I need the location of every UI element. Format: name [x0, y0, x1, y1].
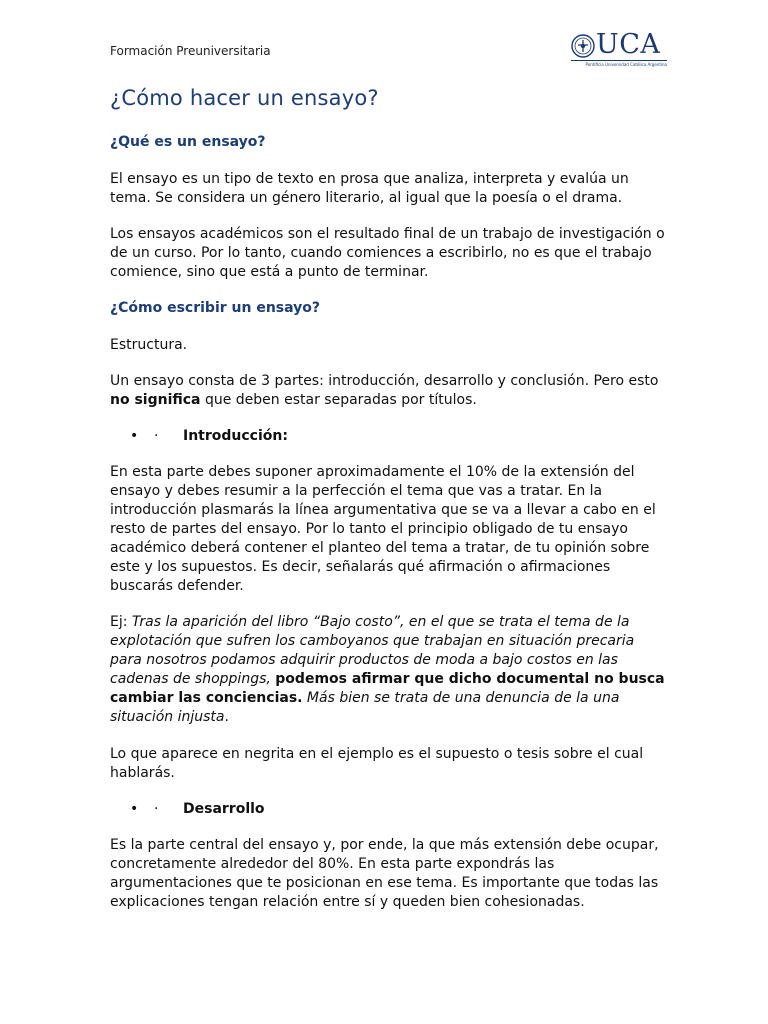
- parts-text-a: Un ensayo consta de 3 partes: introducción, desarrollo y conclusión. Pero esto: [110, 373, 659, 389]
- bullet-dot: •: [130, 801, 139, 817]
- example-end: .: [224, 709, 229, 725]
- paragraph-structure: Estructura.: [110, 337, 188, 353]
- bullet-mid: ·: [154, 428, 159, 444]
- parts-text-bold: no significa: [110, 392, 201, 408]
- logo-text: UCA: [596, 29, 661, 60]
- section-heading-how: ¿Cómo escribir un ensayo?: [110, 300, 321, 316]
- bullet-label: Introducción:: [183, 428, 288, 444]
- bullet-dot: •: [130, 428, 139, 444]
- paragraph-introduccion: En esta parte debes suponer aproximadamente el 10% de la extensión del ensayo y debes resumir a la perfección el tema que vas a tratar. En la introducción plasmarás la línea argumentativa que se va a llevar a cabo en el resto de partes del ensayo. Por lo tanto el principio obligado de tu ensayo académico deberá contener el planteo del tema a tratar, de tu opinión sobre este y los supuestos. Es decir, señalarás qué afirmación o afirmaciones buscarás defender.: [110, 464, 656, 594]
- paragraph-academic: Los ensayos académicos son el resultado final de un trabajo de investigación o de un curso. Por lo tanto, cuando comiences a escribirlo, no es que el trabajo comience, sino que está a punto de terminar.: [110, 226, 665, 280]
- bullet-mid: ·: [154, 801, 159, 817]
- bullet-introduccion: [130, 427, 288, 446]
- bullet-desarrollo: [130, 800, 265, 819]
- seal-icon: [571, 34, 595, 58]
- paragraph-parts: [110, 372, 670, 410]
- parts-text-c: que deben estar separadas por títulos.: [200, 392, 477, 408]
- bullet-label: Desarrollo: [183, 801, 265, 817]
- uca-logo: [571, 29, 667, 70]
- paragraph-desarrollo: Es la parte central del ensayo y, por ende, la que más extensión debe ocupar, concretamente alrededor del 80%. En esta parte expondrás las argumentaciones que te posicionan en ese tema. Es importante que todas las explicaciones tengan relación entre sí y queden bien cohesionadas.: [110, 837, 659, 910]
- section-heading-what: ¿Qué es un ensayo?: [110, 134, 266, 150]
- example-bold: podemos afirmar que dicho documental no busca cambiar las conciencias.: [110, 671, 665, 706]
- paragraph-thesis: Lo que aparece en negrita en el ejemplo es el supuesto o tesis sobre el cual hablarás.: [110, 746, 644, 781]
- paragraph-example: [110, 613, 670, 727]
- example-prefix: Ej:: [110, 614, 132, 630]
- header-label: Formación Preuniversitaria: [110, 44, 271, 58]
- page-title: ¿Cómo hacer un ensayo?: [110, 86, 379, 110]
- logo-subtitle: Pontificia Universidad Católica Argentina: [571, 60, 667, 67]
- example-italic-1: Tras la aparición del libro “Bajo costo”, en el que se trata el tema de la explotación que sufren los camboyanos que trabajan en situación precaria para nosotros podamos adquirir productos de moda a bajo costos en las cadenas de shoppings,: [110, 614, 635, 687]
- example-italic-2: Más bien se trata de una denuncia de la una situación injusta: [110, 690, 620, 725]
- paragraph-definition: El ensayo es un tipo de texto en prosa que analiza, interpreta y evalúa un tema. Se considera un género literario, al igual que la poesía o el drama.: [110, 171, 629, 206]
